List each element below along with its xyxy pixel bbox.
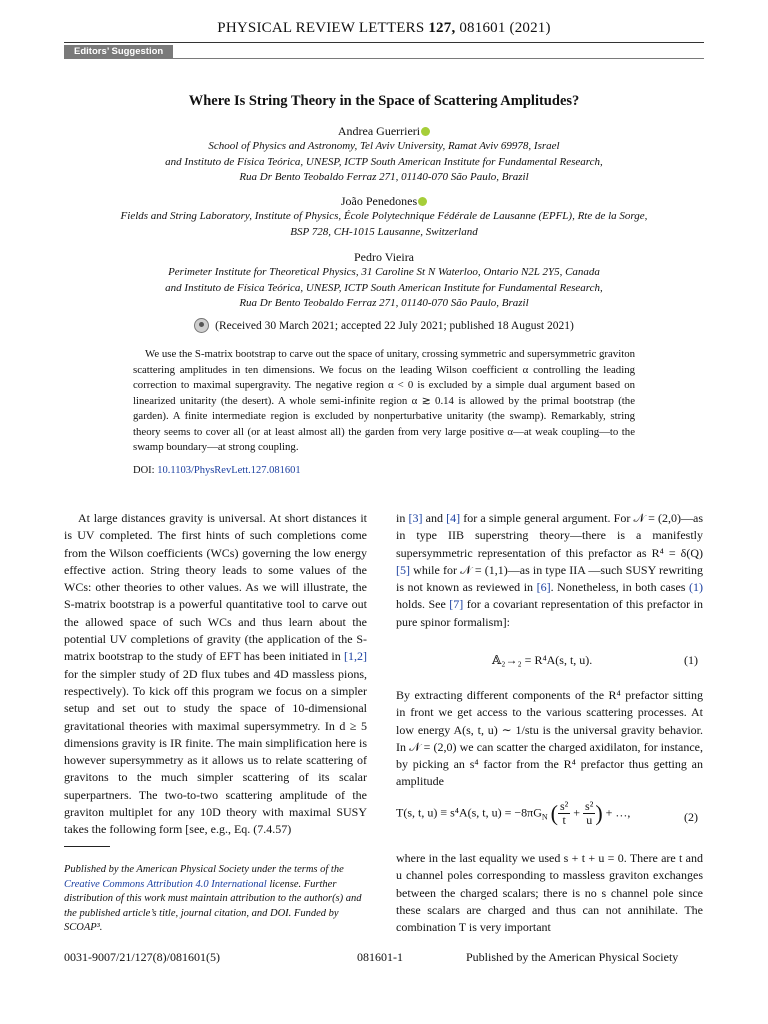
equation-1: 𝔸₂→₂ = R⁴A(s, t, u). (492, 653, 593, 667)
right-column-para-3: where in the last equality we used s + t + u = 0. There are t and u channel poles corresponding to massless graviton exchanges between the charged scalars; there is no s channel pole since these scalars are charged and thus can not annihilate. The combination T is very important (396, 851, 703, 935)
citation-link[interactable]: [3] (408, 511, 423, 525)
right-column-para-2: By extracting different components of the R⁴ prefactor sitting in front we get access to the various scattering processes. At low energy A(s, t, u) ∼ 1/stu is the universal gravity behavior. In 𝒩 = (2,0) we can scatter the charged axidilaton, for instance, by picking an s⁴ factor from the R⁴ prefactor thus getting an amplitude (396, 688, 703, 789)
footer-issn: 0031-9007/21/127(8)/081601(5) (64, 950, 220, 964)
author-affiliation: Perimeter Institute for Theoretical Physics, 31 Caroline St N Waterloo, Ontario N2L 2Y5, Canada and Instituto de Física Teórica, UNESP, ICTP South American Institute for Fundamental Research, Rua Dr Bento Teobaldo Ferraz 271, 01140-070 São Paulo, Brazil (165, 266, 603, 309)
left-column-text: At large distances gravity is universal. At short distances it is UV completed. The first hints of such completions come from the Wilson coefficients (WCs) governing the low energy effective action. String theory leads to some values of the WCs: other theories to other values. As we will illustrate, the S-matrix bootstrap is a powerful quantitative tool to carve out the allowed space of such WCs and thus learn about the potential UV completions of gravity (the application of the S-matrix bootstrap to the study of EFT has been initiated in [1,2] for the simpler study of 2D flux tubes and 4D massless pions, respectively). To kick off this program we focus on a simpler setup and set out to study the space of 10-dimensional gravitational theories with maximal supersymmetry. In d ≥ 5 dimensions gravity is IR finite. The main simplification here is however supersymmetry as it allows us to relate scattering of gravitons to the much simpler scattering of its scalar superpartners. The two-to-two scattering amplitude of the graviton multiplet for any 10D theory with maximal SUSY takes the following form [see, e.g., Eq. (7.4.57) (64, 511, 367, 837)
author-affiliation: Fields and String Laboratory, Institute of Physics, École Polytechnique Fédérale de Lausanne (EPFL), Rte de la Sorge, BSP 728, CH-1015 Lausanne, Switzerland (120, 210, 648, 238)
doi-line: DOI: 10.1103/PhysRevLett.127.081601 (133, 465, 301, 476)
license-link[interactable]: Creative Commons Attribution 4.0 International (64, 878, 267, 890)
citation-link[interactable]: [5] (396, 562, 410, 577)
article-number: 081601 (2021) (459, 20, 551, 36)
received-dates: (Received 30 March 2021; accepted 22 July 2021; published 18 August 2021) (0, 319, 768, 334)
badge-rule (64, 58, 704, 59)
editors-suggestion-badge: Editors’ Suggestion (64, 45, 173, 59)
author-affiliation: School of Physics and Astronomy, Tel Aviv University, Ramat Aviv 69978, Israel and Instituto de Física Teórica, UNESP, ICTP South American Institute for Fundamental Research, Rua Dr Bento Teobaldo Ferraz 271, 01140-070 São Paulo, Brazil (165, 140, 603, 183)
equation-2-number: (2) (684, 810, 698, 824)
author-name: Pedro Vieira (353, 250, 415, 264)
citation-link[interactable]: [1,2] (344, 649, 367, 664)
footer-page-number: 081601-1 (357, 950, 403, 964)
equation-2: T(s, t, u) ≡ s⁴A(s, t, $u) = -8\pi G_N$ ( $\frac{\text{s²}}{t}$ + $\frac{\text{s²}}{u}$ ) + …, (396, 799, 631, 827)
journal-volume: 127, (428, 20, 456, 36)
equation-link[interactable]: (1) (689, 580, 703, 595)
author-name: João Penedones (0, 194, 768, 209)
orcid-icon[interactable] (421, 127, 430, 136)
running-header (0, 20, 768, 37)
header-rule (64, 42, 704, 43)
equation-1-number: (1) (684, 653, 698, 667)
paper-title: Where Is String Theory in the Space of Scattering Amplitudes? (188, 93, 580, 109)
right-column-para-1: in [3] and [4] for a simple general argument. For 𝒩 = (2,0)—as in type IIB superstring theory—there is a manifestly supersymmetric representation of this prefactor as R⁴ = δ(Q) [5] while for 𝒩 = (1,1)—as in type IIA —such SUSY rewriting is not known as reviewed in [6]. Nonetheless, in both cases (1) holds. See [7] for a covariant representation of this prefactor in pure spinor formalism]: (396, 511, 703, 629)
orcid-icon[interactable] (418, 197, 427, 206)
journal-name: PHYSICAL REVIEW LETTERS (217, 20, 425, 36)
citation-link[interactable]: [4] (446, 511, 461, 525)
citation-link[interactable]: [7] (449, 597, 464, 612)
footer-publisher: Published by the American Physical Society (466, 950, 679, 964)
doi-link[interactable]: 10.1103/PhysRevLett.127.081601 (157, 465, 301, 476)
citation-link[interactable]: [6] (536, 580, 551, 595)
footnote-rule (64, 846, 110, 847)
license-footnote: Published by the American Physical Society under the terms of the Creative Commons Attribution 4.0 International license. Further distribution of this work must maintain attribution to the author(s) and the published article’s title, journal citation, and DOI. Funded by SCOAP³. (64, 864, 362, 934)
author-name: Andrea Guerrieri (0, 124, 768, 139)
abstract: We use the S-matrix bootstrap to carve out the space of unitary, crossing symmetric and supersymmetric graviton scattering amplitudes in ten dimensions. We focus on the leading Wilson coefficient α controlling the leading correction to maximal supergravity. The negative region α < 0 is excluded by a simple dual argument based on linearized unitarity (the desert). A whole semi-infinite region α ≳ 0.14 is allowed by the primal bootstrap (the garden). A finite intermediate region is excluded by nonperturbative unitarity (the swamp). Remarkably, string theory seems to cover all (or at least almost all) the garden from very large positive α—at weak coupling—to the swamp boundary—at strong coupling. (133, 348, 635, 453)
check-for-updates-icon[interactable] (194, 318, 209, 333)
